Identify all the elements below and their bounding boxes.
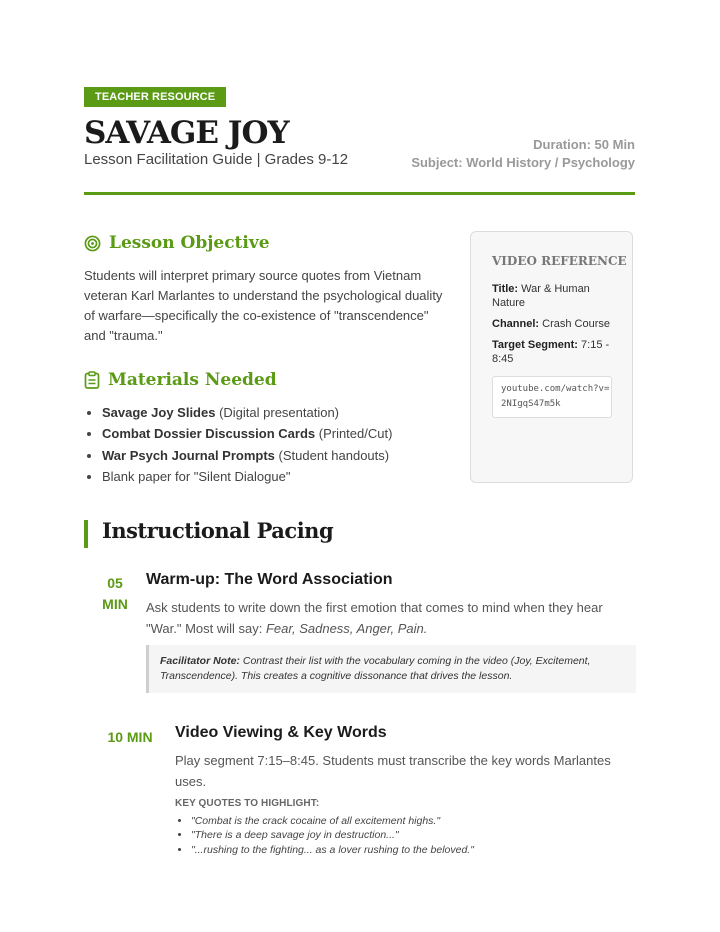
list-item: • "Combat is the crack cocaine of all excitement highs." xyxy=(191,814,474,828)
video-reference-heading: VIDEO REFERENCE xyxy=(492,254,627,268)
list-item: • "...rushing to the fighting... as a lover rushing to the beloved." xyxy=(191,843,474,857)
step-time: 05 MIN xyxy=(102,575,128,612)
page-subtitle: Lesson Facilitation Guide | Grades 9-12 xyxy=(84,151,349,168)
duration-meta: Duration: 50 Min xyxy=(533,137,635,152)
clipboard-icon xyxy=(84,371,100,389)
resource-badge: TEACHER RESOURCE xyxy=(84,87,226,107)
materials-heading xyxy=(84,370,277,390)
key-quotes-list xyxy=(175,814,474,857)
list-item: • War Psych Journal Prompts (Student handouts) xyxy=(102,445,392,466)
video-url[interactable]: youtube.com/watch?v=2NIgqS47m5k xyxy=(492,376,612,418)
objective-heading-label: Lesson Objective xyxy=(109,233,270,253)
list-item: • "There is a deep savage joy in destruction..." xyxy=(191,828,474,842)
objective-heading xyxy=(84,233,270,253)
materials-list xyxy=(84,402,392,487)
list-item: • Blank paper for "Silent Dialogue" xyxy=(102,466,392,487)
video-title-row: Title: War & Human Nature xyxy=(492,283,590,309)
step-title: Warm-up: The Word Association xyxy=(146,571,393,588)
target-icon xyxy=(84,235,101,252)
step-title: Video Viewing & Key Words xyxy=(175,724,387,741)
list-item: • Combat Dossier Discussion Cards (Printed/Cut) xyxy=(102,423,392,444)
objective-text: Students will interpret primary source quotes from Vietnam veteran Karl Marlantes to understand the psychological duality of warfare—specifically the co-existence of "transcendence" and "trauma." xyxy=(84,268,443,343)
header-rule xyxy=(84,192,635,195)
step-text: Ask students to write down the first emotion that comes to mind when they hear "War." Most will say: Fear, Sadness, Anger, Pain. xyxy=(146,600,603,636)
pacing-heading: Instructional Pacing xyxy=(102,518,334,543)
facilitator-note: Facilitator Note: Contrast their list with the vocabulary coming in the video (Joy, Excitement, Transcendence). This creates a cognitive dissonance that drives the lesson. xyxy=(146,645,636,693)
list-item: • Savage Joy Slides (Digital presentation) xyxy=(102,402,392,423)
video-reference-card xyxy=(470,231,633,483)
step-time: 10 MIN xyxy=(107,729,153,745)
video-channel-row: Channel: Crash Course xyxy=(492,318,610,330)
step-text: Play segment 7:15–8:45. Students must transcribe the key words Marlantes uses. xyxy=(175,753,611,789)
key-quotes-heading: KEY QUOTES TO HIGHLIGHT: xyxy=(175,798,320,809)
pacing-accent-bar xyxy=(84,520,88,548)
video-segment-row: Target Segment: 7:15 - 8:45 xyxy=(492,339,610,365)
page-title: SAVAGE JOY xyxy=(84,115,289,151)
subject-meta: Subject: World History / Psychology xyxy=(411,155,635,170)
materials-heading-label: Materials Needed xyxy=(108,370,277,390)
